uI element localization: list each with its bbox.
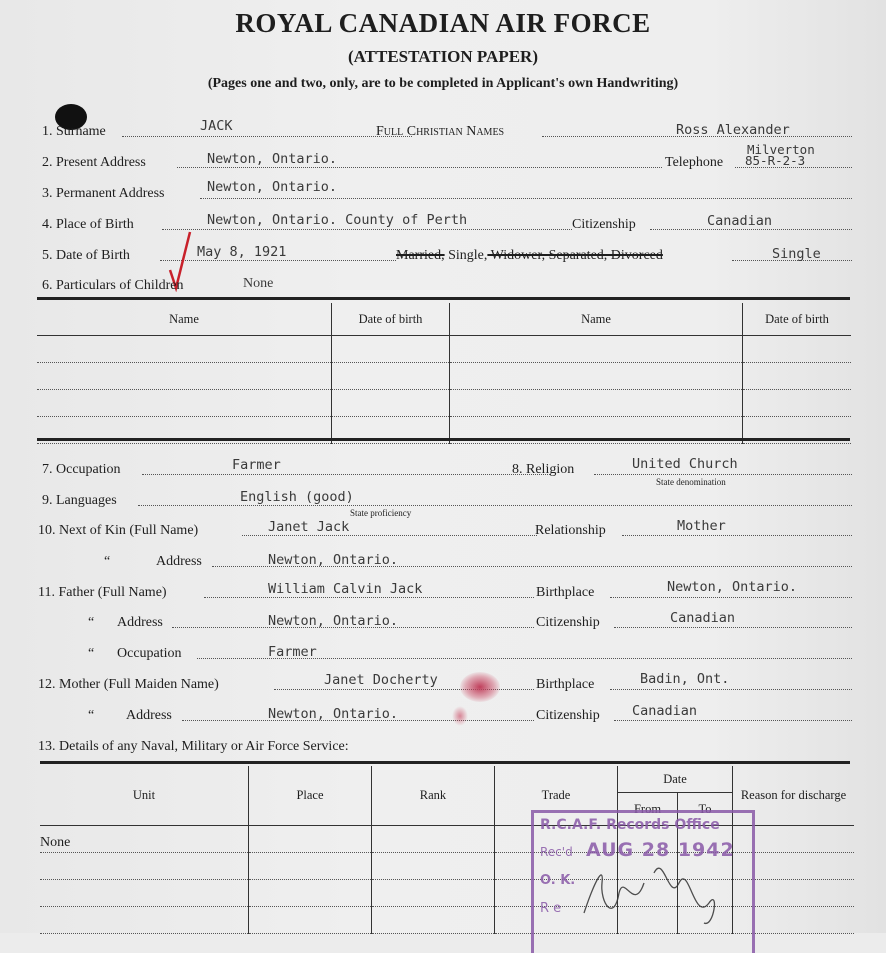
stamp-ok: O. K. [540,873,576,888]
citizenship-value: Canadian [707,213,773,229]
service-col-reason: Reason for discharge [733,766,855,826]
languages-hint: State proficiency [350,508,412,518]
stamp-office: R.C.A.F. Records Office [540,817,720,833]
table-row: None [40,826,854,853]
telephone-value-number: 85-R-2-3 [745,153,806,168]
mother-label: 12. Mother (Full Maiden Name) [38,677,219,692]
service-col-rank: Rank [372,766,495,826]
signature-icon [574,843,734,943]
telephone-label: Telephone [665,155,724,170]
field-father-occupation: “ Occupation Farmer [42,642,850,664]
next-of-kin-label: 10. Next of Kin (Full Name) [38,523,199,538]
religion-hint: State denomination [656,477,726,487]
mother-citizenship-label: Citizenship [536,708,600,723]
service-col-place: Place [249,766,372,826]
christian-names-value: Ross Alexander [676,122,790,138]
father-birthplace-value: Newton, Ontario. [667,579,798,595]
stamp-r: R e [540,901,562,916]
document-title: ROYAL CANADIAN AIR FORCE [235,8,651,38]
children-value: None [243,276,274,291]
citizenship-label: Citizenship [572,217,636,232]
stamp-received-date: AUG 28 1942 [586,839,735,861]
nok-address-label: Address [156,554,202,569]
relationship-value: Mother [677,518,726,534]
relationship-label: Relationship [535,523,606,538]
surname-label: 1. Surname [42,124,106,139]
field-service [38,735,850,757]
place-of-birth-label: 4. Place of Birth [42,217,134,232]
permanent-address-value: Newton, Ontario. [207,179,338,195]
children-col-dob: Date of birth [332,303,450,336]
nok-address-value: Newton, Ontario. [268,552,399,568]
service-col-date: Date [618,766,733,793]
children-col-name: Name [37,303,332,336]
divider [37,297,850,300]
mother-birthplace-value: Badin, Ont. [640,671,730,687]
religion-value: United Church [632,456,738,472]
father-label: 11. Father (Full Name) [38,585,167,600]
field-permanent-address [42,179,850,204]
children-col-dob-2: Date of birth [743,303,852,336]
date-of-birth-label: 5. Date of Birth [42,248,130,263]
table-row [37,336,851,363]
field-mother [38,671,850,695]
marital-status-value: Single [772,246,821,262]
table-row [37,363,851,390]
children-table [37,303,851,444]
permanent-address-label: 3. Permanent Address [42,186,165,201]
father-address-value: Newton, Ontario. [268,613,399,629]
telephone-value-exchange: Milverton [747,142,815,157]
next-of-kin-value: Janet Jack [268,519,350,535]
divider [37,438,850,441]
field-occupation [42,456,850,487]
field-father [38,579,850,603]
surname-value: JACK [200,118,233,134]
field-mother-address: “ Address Newton, Ontario. Citizenship Canadian [42,704,850,726]
table-row [37,390,851,417]
field-father-address: “ Address Newton, Ontario. Citizenship Canadian [42,611,850,633]
father-occupation-value: Farmer [268,644,317,660]
field-children [42,274,850,296]
mother-address-label: Address [126,708,172,723]
present-address-value: Newton, Ontario. [207,151,338,167]
father-citizenship-label: Citizenship [536,615,600,630]
father-address-label: Address [117,615,163,630]
mother-value: Janet Docherty [324,672,438,688]
divider [40,761,850,764]
field-nok-address: “ Address Newton, Ontario. [42,550,850,572]
father-citizenship-value: Canadian [670,610,736,626]
field-surname [42,120,850,142]
stamp-received-label: Rec'd [540,845,573,859]
service-label: 13. Details of any Naval, Military or Air Force Service: [38,739,349,754]
present-address-label: 2. Present Address [42,155,146,170]
place-of-birth-value: Newton, Ontario. County of Perth [207,212,468,228]
mother-address-value: Newton, Ontario. [268,706,399,722]
mother-birthplace-label: Birthplace [536,677,595,692]
records-office-stamp [531,810,755,953]
service-col-to: To [678,793,733,826]
father-birthplace-label: Birthplace [536,585,595,600]
field-present-address [42,142,850,173]
document-instruction: (Pages one and two, only, are to be completed in Applicant's own Handwriting) [207,76,679,91]
languages-value: English (good) [240,489,354,505]
date-of-birth-value: May 8, 1921 [197,244,287,260]
field-place-of-birth [42,213,850,235]
languages-label: 9. Languages [42,493,117,508]
christian-names-label: Full Christian Names [376,124,505,139]
children-col-name-2: Name [450,303,743,336]
children-label: 6. Particulars of Children [42,278,184,293]
father-value: William Calvin Jack [268,581,423,597]
document-subtitle: (ATTESTATION PAPER) [347,47,538,66]
father-occupation-label: Occupation [117,646,182,661]
service-col-trade: Trade [495,766,618,826]
occupation-value: Farmer [232,457,281,473]
occupation-label: 7. Occupation [42,462,121,477]
religion-label: 8. Religion [512,462,575,477]
service-col-from: From [618,793,678,826]
field-languages [42,489,850,518]
mother-citizenship-value: Canadian [632,703,698,719]
field-date-of-birth [42,244,850,266]
red-ink-smudge [460,672,500,702]
service-col-unit: Unit [40,766,249,826]
marital-status-options: Married, Single, Widower, Separated, Divorced [396,248,663,263]
red-ink-smudge [452,706,468,726]
field-next-of-kin [38,518,850,541]
